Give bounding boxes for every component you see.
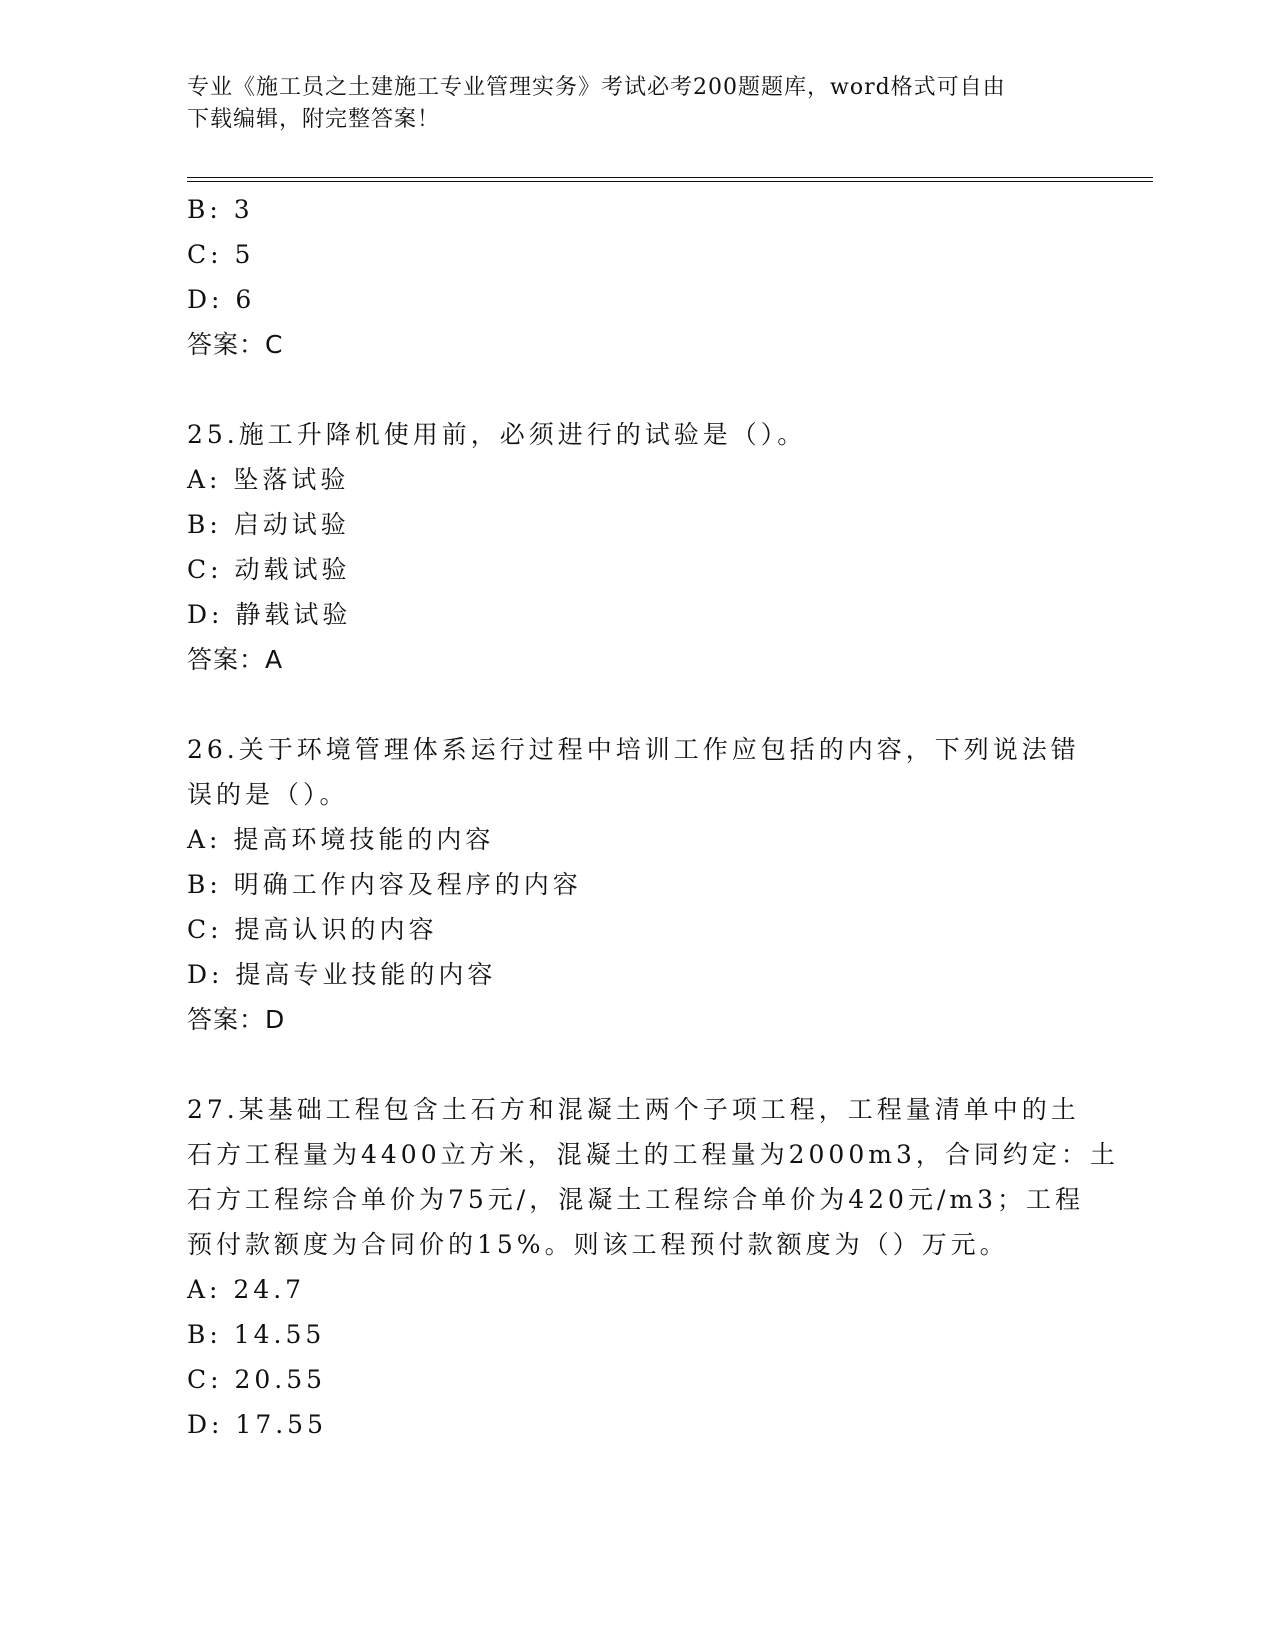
header-divider-top (187, 177, 1153, 178)
header-divider-bottom (187, 181, 1153, 182)
q25-option-a: A: 坠落试验 (187, 465, 350, 494)
q27-stem-line-2: 石方工程量为4400立方米，混凝土的工程量为2000m3，合同约定：土 (187, 1140, 1119, 1169)
document-header (187, 72, 1067, 136)
q27-stem-line-4: 预付款额度为合同价的15%。则该工程预付款额度为（）万元。 (187, 1230, 1009, 1259)
q26-stem-line-1: 26.关于环境管理体系运行过程中培训工作应包括的内容，下列说法错 (187, 735, 1080, 764)
q24-option-d: D: 6 (187, 285, 256, 314)
header-title-line-1: 专业《施工员之土建施工专业管理实务》考试必考200题题库，word格式可自由 (187, 75, 1006, 100)
q25-option-d: D: 静载试验 (187, 600, 352, 629)
q27-option-c: C: 20.55 (187, 1365, 327, 1394)
q26-option-a: A: 提高环境技能的内容 (187, 825, 495, 854)
q24-answer: 答案：C (187, 330, 284, 359)
q24-option-b: B: 3 (187, 195, 254, 224)
q26-option-d: D: 提高专业技能的内容 (187, 960, 497, 989)
q26-stem-line-2: 误的是（）。 (187, 780, 349, 809)
q26-answer: 答案：D (187, 1005, 286, 1034)
header-title-line-2: 下载编辑，附完整答案！ (187, 107, 441, 132)
q27-stem-line-1: 27.某基础工程包含土石方和混凝土两个子项工程，工程量清单中的土 (187, 1095, 1080, 1124)
q24-option-c: C: 5 (187, 240, 255, 269)
q25-option-c: C: 动载试验 (187, 555, 351, 584)
q27-stem-line-3: 石方工程综合单价为75元/，混凝土工程综合单价为420元/m3；工程 (187, 1185, 1084, 1214)
q27-option-d: D: 17.55 (187, 1410, 327, 1439)
q26-option-b: B: 明确工作内容及程序的内容 (187, 870, 582, 899)
q27-option-a: A: 24.7 (187, 1275, 306, 1304)
q27-option-b: B: 14.55 (187, 1320, 326, 1349)
q25-answer: 答案：A (187, 645, 284, 674)
q25-option-b: B: 启动试验 (187, 510, 350, 539)
q25-stem: 25.施工升降机使用前，必须进行的试验是（）。 (187, 420, 807, 449)
q26-option-c: C: 提高认识的内容 (187, 915, 438, 944)
